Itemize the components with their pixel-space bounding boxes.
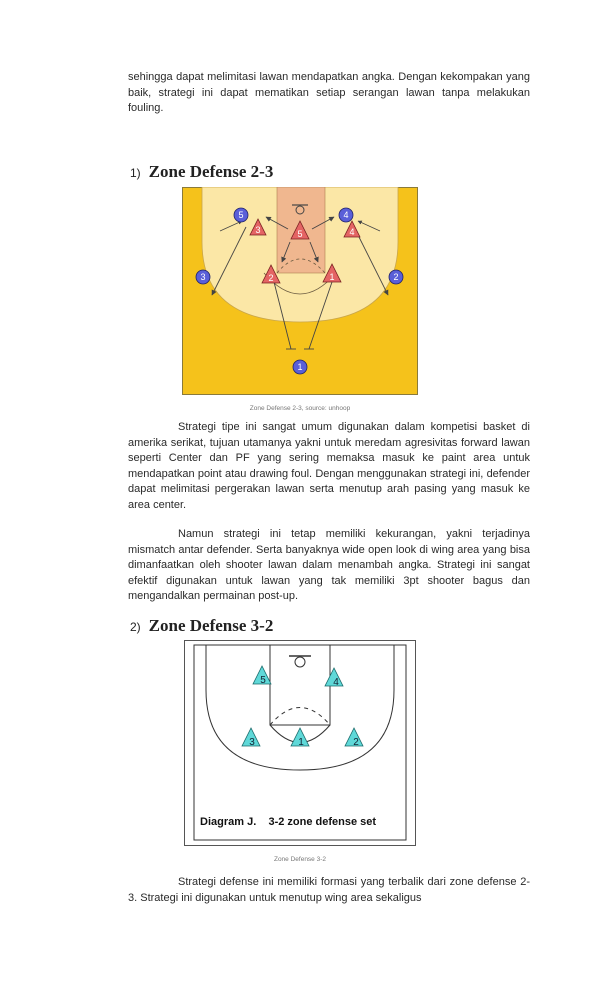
section1-heading <box>130 162 273 182</box>
section2-caption: Zone Defense 3-2 <box>273 856 327 863</box>
svg-text:1: 1 <box>298 737 304 748</box>
svg-text:4: 4 <box>343 210 349 220</box>
svg-text:3: 3 <box>255 225 261 235</box>
svg-text:4: 4 <box>333 677 339 688</box>
zone-2-3-diagram <box>182 187 418 395</box>
section2-paragraph-1: Strategi defense ini memiliki formasi yang terbalik dari zone defense 2-3. Strategi ini digunakan untuk menutup wing area sekaligus <box>128 876 530 904</box>
section1-caption: Zone Defense 2-3, source: unhoop <box>249 405 351 412</box>
diagram-label: Diagram J. 3-2 zone defense set <box>200 816 377 828</box>
section2-title: Zone Defense 3-2 <box>148 616 274 635</box>
svg-text:5: 5 <box>297 229 303 239</box>
svg-text:3: 3 <box>249 737 255 748</box>
svg-text:2: 2 <box>393 272 399 282</box>
attacker-3 <box>196 270 210 284</box>
svg-text:2: 2 <box>353 737 359 748</box>
section2-number: 2) <box>130 620 141 634</box>
intro-paragraph: sehingga dapat melimitasi lawan mendapatkan angka. Dengan kekompakan yang baik, strategi ini dapat mematikan setiap serangan lawan tanpa melakukan fouling. <box>128 71 530 114</box>
svg-text:1: 1 <box>297 362 303 372</box>
section2-heading <box>130 616 273 636</box>
section1-paragraph-2: Namun strategi ini tetap memiliki kekurangan, yakni terjadinya mismatch antar defender. Serta banyaknya wide open look di wing area yang bisa dimanfaatkan oleh shooter lawan dalam menambah angka. Strategi ini sangat efektif digunakan untuk lawan yang tak memiliki 3pt shooter bagus dan mengandalkan permainan post-up. <box>128 528 530 602</box>
svg-text:4: 4 <box>349 227 355 237</box>
section1-paragraph-1: Strategi tipe ini sangat umum digunakan dalam kompetisi basket di amerika serikat, tujuan utamanya yakni untuk meredam agresivitas forward lawan seperti Center dan PF yang sering memaksa masuk ke paint area untuk mendapatkan point atau drawing foul. Dengan menggunakan strategi ini, defender dapat melimitasi pergerakan lawan serta menutup arah pasing yang masuk ke area center. <box>128 421 530 511</box>
svg-text:5: 5 <box>260 675 266 686</box>
attacker-5 <box>234 208 248 222</box>
attacker-1 <box>293 360 307 374</box>
svg-text:5: 5 <box>238 210 244 220</box>
zone-3-2-diagram <box>184 640 416 846</box>
section1-number: 1) <box>130 166 141 180</box>
svg-text:3: 3 <box>200 272 206 282</box>
svg-text:1: 1 <box>329 272 335 282</box>
attacker-4 <box>339 208 353 222</box>
section1-title: Zone Defense 2-3 <box>148 162 274 181</box>
attacker-2 <box>389 270 403 284</box>
svg-text:2: 2 <box>268 273 274 283</box>
